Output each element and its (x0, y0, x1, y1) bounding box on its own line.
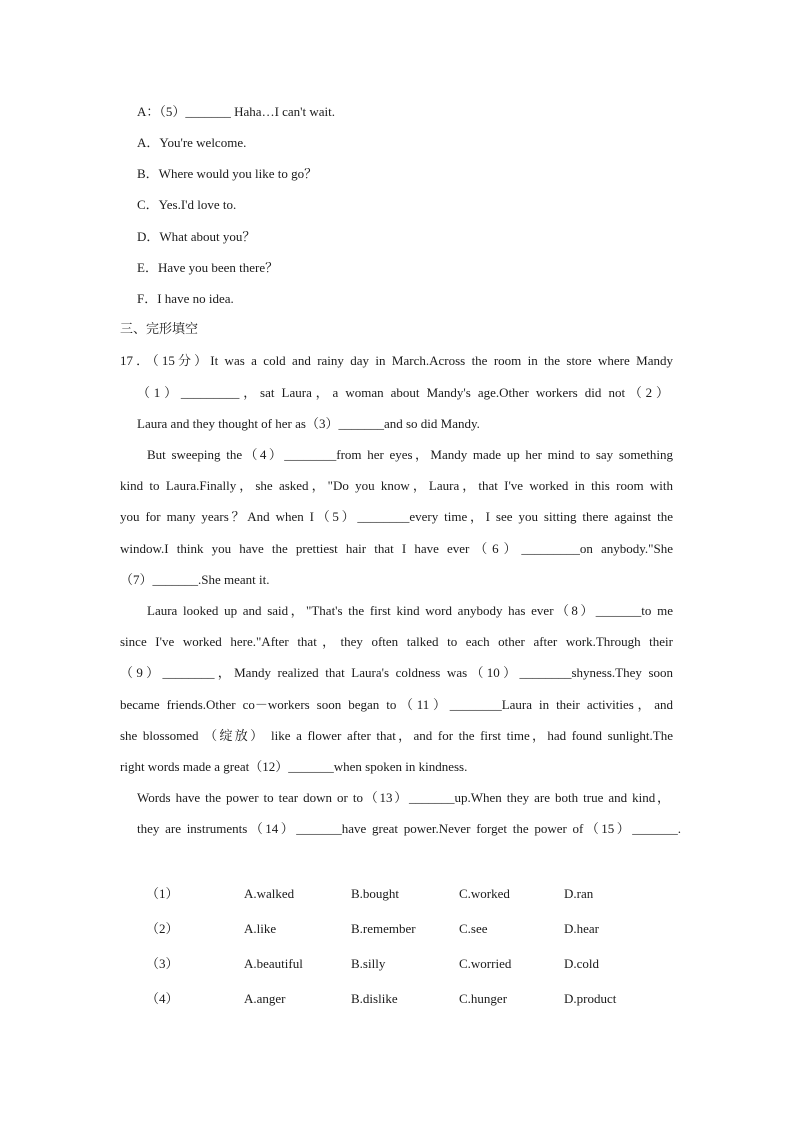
dialogue-line-a5: A：（5）_______ Haha…I can't wait. (137, 104, 336, 119)
passage-line-3: Laura and they thought of her as（3）_______and so did Mandy. (137, 416, 480, 431)
option-b: B.dislike (351, 991, 398, 1006)
passage-line-4: But sweeping the（4）________from her eyes，Mandy made up her mind to say something (147, 447, 673, 462)
option-d: D.product (564, 991, 617, 1006)
dialogue-option-e: E．Have you been there？ (137, 260, 279, 275)
passage-line-7: window.I think you have the prettiest hair that I have ever（6）_________on anybody."She (120, 541, 673, 556)
passage-line-6: you for many years？And when I（5）________every time，I see you sitting there against the (120, 509, 673, 524)
dialogue-option-d: D．What about you？ (137, 229, 256, 244)
option-b: B.silly (351, 956, 386, 971)
passage-line-8: （7）_______.She meant it. (120, 572, 270, 587)
passage-line-9: Laura looked up and said，"That's the first kind word anybody has ever（8）_______to me (147, 603, 673, 618)
option-number: （3） (146, 956, 179, 971)
options-row-1 (0, 885, 794, 903)
passage-line-14: right words made a great（12）_______when spoken in kindness. (120, 759, 468, 774)
option-number: （1） (146, 886, 179, 901)
dialogue-option-c: C．Yes.I'd love to. (137, 197, 237, 212)
section-heading-cloze: 三、完形填空 (120, 322, 199, 337)
option-c: C.worked (459, 886, 510, 901)
option-number: （4） (146, 991, 179, 1006)
passage-line-12: became friends.Other co－workers soon began to（11）________Laura in their activities，and (120, 697, 673, 712)
passage-line-11: （9）________，Mandy realized that Laura's coldness was（10）________shyness.They soon (120, 665, 673, 680)
option-a: A.anger (244, 991, 286, 1006)
option-d: D.hear (564, 921, 600, 936)
options-row-4 (0, 990, 794, 1008)
passage-line-16: they are instruments（14）_______have great power.Never forget the power of（15）_______. (137, 821, 681, 836)
dialogue-option-a: A．You're welcome. (137, 135, 247, 150)
passage-line-2: （1）_________，sat Laura，a woman about Mandy's age.Other workers did not（2） (137, 385, 669, 400)
dialogue-option-b: B．Where would you like to go？ (137, 166, 318, 181)
option-d: D.ran (564, 886, 594, 901)
options-row-3 (0, 955, 794, 973)
option-c: C.worried (459, 956, 512, 971)
passage-line-15: Words have the power to tear down or to（13）_______up.When they are both true and kind， (137, 790, 670, 805)
option-b: B.bought (351, 886, 400, 901)
options-row-2 (0, 920, 794, 938)
dialogue-option-f: F．I have no idea. (137, 291, 234, 306)
option-a: A.walked (244, 886, 295, 901)
passage-line-1: 17．（15分）It was a cold and rainy day in March.Across the room in the store where Mandy (120, 353, 673, 368)
passage-line-5: kind to Laura.Finally，she asked，"Do you know，Laura，that I've worked in this room with (120, 478, 673, 493)
option-b: B.remember (351, 921, 416, 936)
option-c: C.see (459, 921, 488, 936)
option-a: A.beautiful (244, 956, 303, 971)
option-number: （2） (146, 921, 179, 936)
passage-line-13: she blossomed （绽放） like a flower after that，and for the first time，had found sunlight.The (120, 728, 673, 743)
passage-line-10: since I've worked here."After that，they often talked to each other after work.Through their (120, 634, 673, 649)
option-c: C.hunger (459, 991, 508, 1006)
option-a: A.like (244, 921, 277, 936)
option-d: D.cold (564, 956, 600, 971)
